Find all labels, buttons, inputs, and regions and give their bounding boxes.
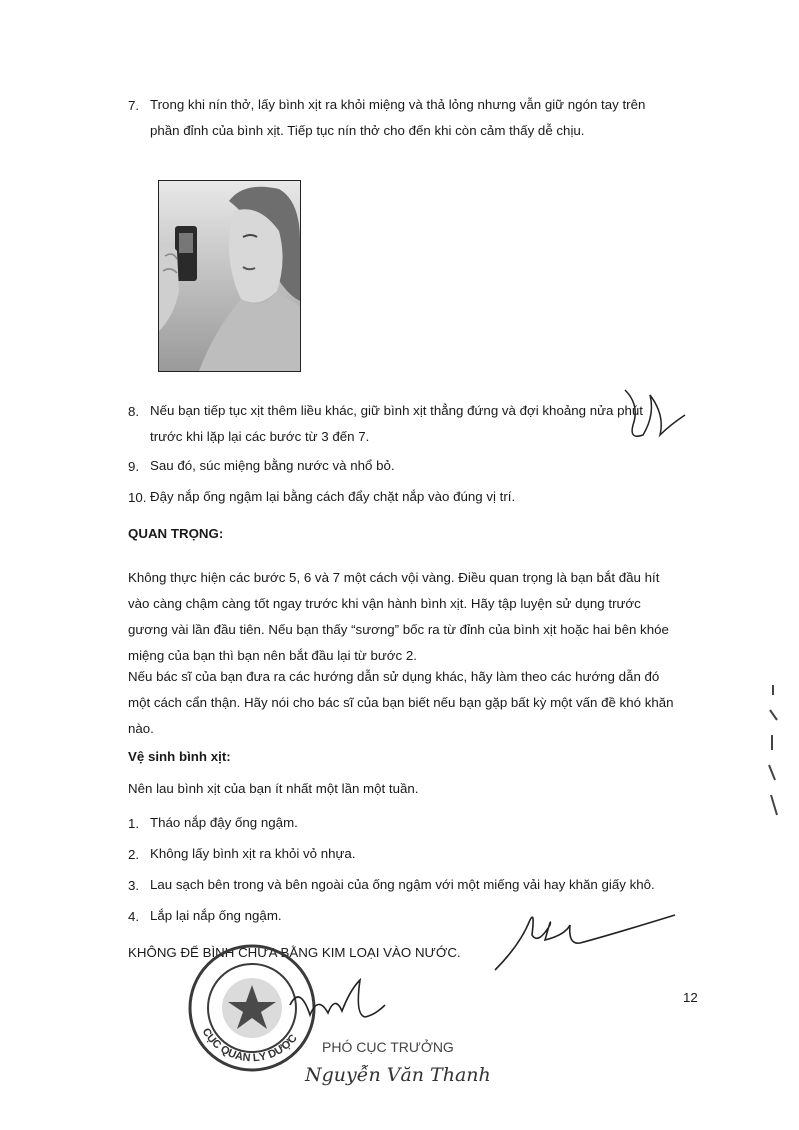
cleaning-step-number: 4. bbox=[128, 909, 140, 924]
signature-mark bbox=[615, 385, 690, 445]
step-number: 8. bbox=[128, 404, 140, 419]
handwritten-signature bbox=[270, 975, 390, 1035]
cleaning-step-number: 3. bbox=[128, 878, 140, 893]
step-text: Trong khi nín thở, lấy bình xịt ra khỏi miệng và thả lỏng nhưng vẫn giữ ngón tay trên phần đỉnh của bình xịt. Tiếp tục nín thở cho đến khi còn cảm thấy dễ chịu. bbox=[150, 97, 646, 138]
page-number: 12 bbox=[683, 990, 698, 1005]
step-number: 9. bbox=[128, 459, 140, 474]
stamp-text: CỤC QUẢN LÝ DƯỢC bbox=[199, 1026, 300, 1065]
step-number: 10. bbox=[128, 490, 147, 505]
signatory-name: Nguyễn Văn Thanh bbox=[305, 1064, 491, 1086]
cleaning-step-text: Lắp lại nắp ống ngậm. bbox=[150, 908, 282, 923]
margin-mark bbox=[755, 680, 785, 830]
cleaning-intro: Nên lau bình xịt của bạn ít nhất một lần một tuần. bbox=[128, 781, 419, 796]
inhaler-photo bbox=[158, 180, 301, 372]
important-paragraph: Nếu bác sĩ của bạn đưa ra các hướng dẫn sử dụng khác, hãy làm theo các hướng dẫn đó một cách cẩn thận. Hãy nói cho bác sĩ của bạn biết nếu bạn gặp bất kỳ một vấn đề khó khăn nào. bbox=[128, 669, 674, 736]
cleaning-step-text: Không lấy bình xịt ra khỏi vỏ nhựa. bbox=[150, 846, 356, 861]
step-text: Nếu bạn tiếp tục xịt thêm liều khác, giữ bình xịt thẳng đứng và đợi khoảng nửa phút trước khi lặp lại các bước từ 3 đến 7. bbox=[150, 403, 643, 444]
step-number: 7. bbox=[128, 98, 140, 113]
important-paragraph: Không thực hiện các bước 5, 6 và 7 một cách vội vàng. Điều quan trọng là bạn bắt đầu hít vào càng chậm càng tốt ngay trước khi vận hành bình xịt. Hãy tập luyện sử dụng trước gương vài lần đầu tiên. Nếu bạn thấy “sương” bốc ra từ đỉnh của bình xịt hoặc hai bên khóe miệng của bạn thì bạn nên bắt đầu lại từ bước 2. bbox=[128, 570, 669, 663]
cleaning-step-text: Lau sạch bên trong và bên ngoài của ống ngậm với một miếng vải hay khăn giấy khô. bbox=[150, 877, 655, 892]
cleaning-step-number: 2. bbox=[128, 847, 140, 862]
cleaning-heading: Vệ sinh bình xịt: bbox=[128, 749, 231, 764]
warning-text: KHÔNG ĐỂ BÌNH CHỨA BẰNG KIM LOẠI VÀO NƯỚC. bbox=[128, 945, 461, 960]
director-signature bbox=[490, 905, 680, 975]
step-text: Sau đó, súc miệng bằng nước và nhổ bỏ. bbox=[150, 458, 395, 473]
important-heading: QUAN TRỌNG: bbox=[128, 526, 224, 541]
step-text: Đậy nắp ống ngậm lại bằng cách đẩy chặt nắp vào đúng vị trí. bbox=[150, 489, 516, 504]
cleaning-step-text: Tháo nắp đậy ống ngậm. bbox=[150, 815, 298, 830]
signatory-title: PHÓ CỤC TRƯỞNG bbox=[322, 1039, 454, 1055]
cleaning-step-number: 1. bbox=[128, 816, 140, 831]
